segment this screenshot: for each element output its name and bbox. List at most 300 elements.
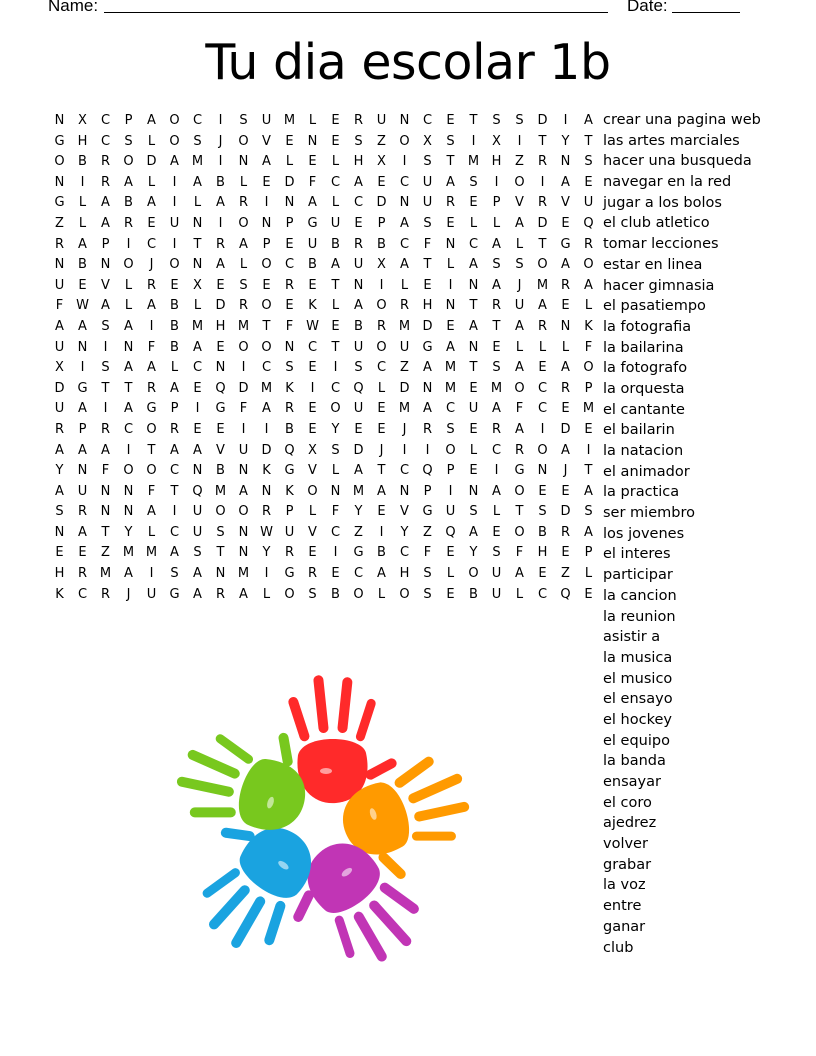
grid-letter: V — [515, 195, 524, 211]
grid-letter: F — [308, 174, 317, 190]
grid-letter: I — [126, 442, 131, 458]
grid-letter: P — [377, 215, 386, 231]
grid-letter: C — [537, 586, 548, 602]
grid-letter: R — [583, 236, 594, 252]
grid-letter: X — [55, 360, 64, 376]
grid-letter: L — [584, 566, 593, 582]
grid-letter: D — [146, 154, 157, 170]
grid-letter: N — [123, 339, 134, 355]
grid-letter: A — [124, 174, 133, 190]
grid-letter: E — [377, 421, 386, 437]
grid-letter: S — [492, 257, 501, 273]
grid-letter: L — [308, 113, 317, 128]
word-list-item: el hockey — [603, 711, 672, 728]
grid-letter: G — [422, 504, 433, 520]
grid-letter: E — [285, 236, 294, 252]
grid-letter: N — [54, 257, 65, 273]
grid-letter: P — [584, 545, 593, 561]
grid-letter: O — [353, 586, 364, 602]
grid-letter: U — [422, 195, 433, 211]
grid-letter: C — [537, 401, 548, 417]
grid-letter: L — [193, 298, 202, 314]
grid-letter: A — [331, 257, 340, 273]
grid-letter: C — [399, 236, 410, 252]
grid-letter: A — [584, 483, 593, 499]
grid-letter: R — [514, 442, 525, 458]
grid-row — [48, 338, 600, 359]
grid-letter: T — [515, 504, 524, 520]
grid-letter: T — [170, 483, 179, 499]
grid-letter: I — [425, 442, 430, 458]
grid-letter: X — [193, 277, 202, 293]
grid-letter: A — [193, 586, 202, 602]
grid-letter: Z — [101, 545, 110, 561]
grid-letter: C — [376, 360, 387, 376]
grid-letter: M — [582, 401, 595, 417]
grid-letter: E — [377, 401, 386, 417]
grid-letter: T — [538, 236, 547, 252]
grid-letter: F — [515, 401, 524, 417]
grid-letter: A — [377, 483, 386, 499]
grid-letter: A — [308, 195, 317, 211]
grid-letter: B — [354, 318, 363, 334]
grid-letter: T — [216, 545, 225, 561]
grid-letter: E — [308, 401, 317, 417]
grid-letter: S — [515, 257, 524, 273]
grid-letter: C — [353, 566, 364, 582]
grid-letter: N — [422, 380, 433, 396]
grid-letter: U — [54, 401, 65, 417]
grid-letter: R — [376, 318, 387, 334]
grid-letter: O — [514, 174, 525, 190]
grid-letter: B — [469, 586, 478, 602]
grid-letter: E — [561, 298, 570, 314]
grid-letter: A — [515, 566, 524, 582]
grid-letter: I — [218, 113, 223, 128]
grid-letter: A — [423, 360, 432, 376]
grid-letter: U — [238, 442, 249, 458]
grid-letter: R — [284, 401, 295, 417]
word-list-item: participar — [603, 567, 673, 584]
grid-letter: E — [170, 277, 179, 293]
grid-letter: A — [193, 442, 202, 458]
grid-letter: Y — [400, 524, 409, 540]
grid-letter: A — [101, 442, 110, 458]
grid-letter: B — [538, 524, 547, 540]
word-list-item: el bailarin — [603, 422, 675, 439]
grid-letter: B — [285, 421, 294, 437]
grid-letter: E — [193, 380, 202, 396]
grid-letter: E — [469, 421, 478, 437]
grid-letter: N — [284, 339, 295, 355]
grid-letter: G — [284, 463, 295, 479]
grid-letter: B — [124, 195, 133, 211]
grid-row — [48, 214, 600, 235]
grid-letter: C — [468, 236, 479, 252]
grid-letter: T — [331, 339, 340, 355]
grid-letter: R — [353, 236, 364, 252]
word-list-item: la orquesta — [603, 380, 685, 397]
grid-letter: E — [584, 174, 593, 190]
grid-letter: C — [399, 463, 410, 479]
grid-letter: T — [469, 298, 478, 314]
grid-letter: R — [560, 524, 571, 540]
grid-letter: L — [469, 215, 478, 231]
grid-letter: O — [399, 586, 410, 602]
word-list-item: la practica — [603, 484, 680, 501]
grid-letter: Q — [353, 380, 364, 396]
grid-letter: O — [583, 257, 594, 273]
grid-row — [48, 152, 600, 173]
grid-letter: L — [308, 504, 317, 520]
grid-letter: R — [261, 504, 272, 520]
word-list-item: jugar a los bolos — [603, 194, 722, 211]
grid-letter: I — [333, 360, 338, 376]
grid-letter: D — [560, 504, 571, 520]
grid-letter: V — [400, 504, 409, 520]
grid-letter: I — [103, 401, 108, 417]
grid-letter: A — [147, 195, 156, 211]
grid-letter: A — [193, 174, 202, 190]
grid-letter: O — [537, 257, 548, 273]
grid-letter: I — [103, 339, 108, 355]
grid-letter: L — [262, 586, 271, 602]
grid-letter: J — [563, 463, 568, 479]
grid-letter: L — [561, 339, 570, 355]
grid-letter: Y — [262, 545, 271, 561]
grid-letter: C — [77, 586, 88, 602]
grid-letter: J — [149, 257, 154, 273]
grid-letter: T — [101, 380, 110, 396]
grid-row — [48, 461, 600, 482]
grid-letter: A — [515, 215, 524, 231]
grid-letter: I — [264, 566, 269, 582]
grid-letter: R — [100, 154, 111, 170]
grid-letter: A — [78, 401, 87, 417]
word-list-item: ganar — [603, 918, 646, 935]
grid-letter: S — [193, 545, 202, 561]
grid-letter: A — [239, 586, 248, 602]
grid-letter: V — [262, 133, 271, 149]
grid-letter: E — [78, 277, 87, 293]
grid-letter: I — [172, 174, 177, 190]
header — [48, 0, 748, 18]
grid-letter: T — [124, 380, 133, 396]
grid-letter: L — [170, 360, 179, 376]
grid-letter: B — [377, 236, 386, 252]
grid-letter: F — [515, 545, 524, 561]
grid-letter: A — [538, 298, 547, 314]
grid-letter: A — [55, 483, 64, 499]
grid-letter: V — [308, 463, 317, 479]
grid-letter: D — [284, 174, 295, 190]
grid-letter: M — [467, 154, 480, 170]
grid-letter: L — [78, 215, 87, 231]
grid-letter: O — [330, 401, 341, 417]
grid-letter: T — [584, 463, 593, 479]
grid-letter: C — [100, 133, 111, 149]
grid-letter: F — [147, 339, 156, 355]
grid-letter: B — [308, 257, 317, 273]
grid-letter: X — [492, 133, 501, 149]
grid-letter: O — [445, 442, 456, 458]
grid-letter: R — [54, 421, 65, 437]
grid-letter: U — [583, 195, 594, 211]
grid-letter: O — [238, 215, 249, 231]
grid-row — [48, 420, 600, 441]
grid-letter: O — [468, 566, 479, 582]
grid-letter: C — [491, 442, 502, 458]
grid-letter: H — [537, 545, 548, 561]
grid-letter: D — [399, 380, 410, 396]
grid-letter: F — [55, 298, 64, 314]
grid-letter: G — [54, 133, 65, 149]
grid-letter: A — [492, 277, 501, 293]
grid-letter: E — [147, 215, 156, 231]
grid-row — [48, 173, 600, 194]
grid-letter: S — [423, 215, 432, 231]
grid-letter: I — [149, 566, 154, 582]
grid-letter: O — [514, 524, 525, 540]
grid-letter: S — [492, 113, 501, 128]
grid-letter: S — [423, 154, 432, 170]
grid-letter: E — [308, 421, 317, 437]
grid-letter: I — [379, 524, 384, 540]
grid-letter: L — [124, 298, 133, 314]
grid-letter: L — [584, 298, 593, 314]
grid-letter: R — [238, 298, 249, 314]
grid-letter: E — [561, 483, 570, 499]
grid-letter: T — [193, 236, 202, 252]
word-list-item: el animador — [603, 463, 690, 480]
grid-letter: A — [170, 545, 179, 561]
grid-letter: D — [54, 380, 65, 396]
grid-letter: C — [169, 524, 180, 540]
grid-letter: R — [100, 421, 111, 437]
grid-letter: E — [469, 380, 478, 396]
grid-letter: L — [147, 133, 156, 149]
grid-letter: D — [537, 215, 548, 231]
grid-letter: C — [330, 174, 341, 190]
grid-letter: N — [54, 174, 65, 190]
grid-letter: F — [239, 401, 248, 417]
grid-letter: T — [469, 360, 478, 376]
grid-letter: L — [446, 566, 455, 582]
word-list-item: las artes marciales — [603, 132, 740, 149]
grid-letter: E — [492, 524, 501, 540]
grid-letter: S — [492, 545, 501, 561]
grid-letter: B — [377, 545, 386, 561]
grid-letter: R — [215, 586, 226, 602]
grid-letter: E — [377, 174, 386, 190]
grid-letter: P — [78, 421, 87, 437]
grid-letter: R — [77, 504, 88, 520]
grid-letter: N — [399, 113, 410, 128]
grid-letter: I — [80, 360, 85, 376]
grid-letter: G — [215, 401, 226, 417]
grid-letter: O — [146, 421, 157, 437]
grid-letter: I — [494, 174, 499, 190]
grid-letter: P — [262, 236, 271, 252]
grid-letter: S — [55, 504, 64, 520]
grid-letter: N — [261, 483, 272, 499]
grid-row — [48, 441, 600, 462]
grid-letter: D — [215, 298, 226, 314]
word-list-item: ajedrez — [603, 815, 657, 832]
grid-letter: I — [218, 215, 223, 231]
grid-letter: R — [560, 277, 571, 293]
grid-letter: S — [101, 318, 110, 334]
grid-letter: A — [561, 257, 570, 273]
grid-letter: E — [262, 277, 271, 293]
grid-row — [48, 276, 600, 297]
grid-letter: C — [100, 113, 111, 128]
grid-letter: O — [514, 483, 525, 499]
grid-letter: B — [170, 318, 179, 334]
grid-letter: I — [241, 421, 246, 437]
grid-letter: G — [77, 380, 88, 396]
grid-letter: A — [262, 401, 271, 417]
grid-letter: P — [101, 236, 110, 252]
grid-letter: S — [469, 504, 478, 520]
grid-letter: M — [444, 380, 457, 396]
grid-letter: M — [191, 318, 204, 334]
grid-letter: E — [446, 586, 455, 602]
grid-letter: A — [193, 566, 202, 582]
grid-letter: Z — [423, 524, 432, 540]
grid-letter: A — [55, 442, 64, 458]
word-list-item: estar en linea — [603, 256, 703, 273]
grid-letter: C — [307, 339, 318, 355]
grid-letter: L — [400, 277, 409, 293]
grid-letter: E — [216, 277, 225, 293]
grid-letter: S — [354, 133, 363, 149]
word-list-item: la fotografia — [603, 318, 692, 335]
grid-letter: O — [514, 380, 525, 396]
word-list-item: el ensayo — [603, 691, 673, 708]
grid-letter: E — [561, 545, 570, 561]
grid-letter: A — [78, 318, 87, 334]
grid-letter: R — [491, 421, 502, 437]
grid-letter: R — [123, 215, 134, 231]
grid-letter: V — [216, 442, 225, 458]
grid-letter: S — [492, 360, 501, 376]
grid-letter: O — [238, 339, 249, 355]
grid-letter: R — [537, 154, 548, 170]
grid-letter: S — [584, 504, 593, 520]
grid-letter: N — [123, 483, 134, 499]
grid-letter: L — [469, 442, 478, 458]
grid-letter: T — [538, 133, 547, 149]
grid-letter: J — [517, 277, 522, 293]
grid-letter: L — [515, 339, 524, 355]
grid-letter: A — [584, 277, 593, 293]
grid-letter: Q — [192, 483, 203, 499]
grid-letter: A — [354, 174, 363, 190]
grid-letter: N — [284, 195, 295, 211]
grid-letter: A — [446, 339, 455, 355]
word-list — [603, 110, 761, 958]
grid-letter: A — [55, 318, 64, 334]
grid-letter: O — [169, 257, 180, 273]
grid-letter: L — [377, 586, 386, 602]
grid-letter: N — [54, 524, 65, 540]
word-list-item: la banda — [603, 753, 666, 770]
grid-letter: A — [124, 566, 133, 582]
grid-letter: A — [170, 154, 179, 170]
grid-letter: U — [307, 236, 318, 252]
grid-letter: L — [515, 236, 524, 252]
grid-letter: I — [195, 401, 200, 417]
grid-letter: N — [468, 339, 479, 355]
grid-letter: P — [584, 380, 593, 396]
grid-letter: F — [423, 236, 432, 252]
grid-letter: A — [584, 524, 593, 540]
grid-letter: E — [354, 215, 363, 231]
grid-letter: N — [537, 463, 548, 479]
grid-letter: L — [239, 257, 248, 273]
grid-letter: T — [101, 524, 110, 540]
grid-letter: S — [331, 442, 340, 458]
date-field[interactable] — [672, 12, 740, 13]
grid-letter: U — [353, 401, 364, 417]
grid-letter: X — [308, 442, 317, 458]
grid-letter: E — [469, 195, 478, 211]
grid-letter: C — [284, 257, 295, 273]
grid-letter: L — [492, 504, 501, 520]
grid-letter: D — [261, 442, 272, 458]
grid-letter: A — [561, 174, 570, 190]
colorful-hands-illustration — [160, 660, 480, 970]
grid-letter: C — [353, 195, 364, 211]
grid-letter: H — [215, 318, 226, 334]
word-list-item: la bailarina — [603, 339, 684, 356]
grid-letter: Z — [561, 566, 570, 582]
grid-letter: Y — [561, 133, 570, 149]
grid-letter: A — [124, 401, 133, 417]
grid-letter: S — [308, 586, 317, 602]
grid-letter: S — [101, 360, 110, 376]
grid-letter: C — [123, 421, 134, 437]
grid-letter: C — [537, 380, 548, 396]
grid-letter: N — [238, 524, 249, 540]
grid-letter: N — [445, 298, 456, 314]
grid-letter: A — [400, 257, 409, 273]
grid-letter: N — [215, 360, 226, 376]
name-field[interactable] — [104, 12, 608, 13]
grid-letter: L — [331, 154, 340, 170]
word-list-item: hacer gimnasia — [603, 277, 715, 294]
grid-letter: L — [492, 215, 501, 231]
grid-letter: C — [399, 174, 410, 190]
grid-letter: E — [308, 360, 317, 376]
grid-letter: N — [192, 215, 203, 231]
word-list-item: el cantante — [603, 401, 685, 418]
grid-letter: X — [377, 154, 386, 170]
grid-row — [48, 235, 600, 256]
name-label: Name: — [48, 0, 99, 15]
grid-letter: A — [262, 154, 271, 170]
grid-letter: S — [538, 504, 547, 520]
grid-letter: Q — [445, 524, 456, 540]
grid-letter: O — [261, 339, 272, 355]
grid-letter: I — [310, 380, 315, 396]
word-list-item: la fotografo — [603, 360, 688, 377]
grid-letter: U — [353, 339, 364, 355]
grid-letter: O — [123, 463, 134, 479]
grid-letter: A — [147, 298, 156, 314]
grid-row — [48, 193, 600, 214]
